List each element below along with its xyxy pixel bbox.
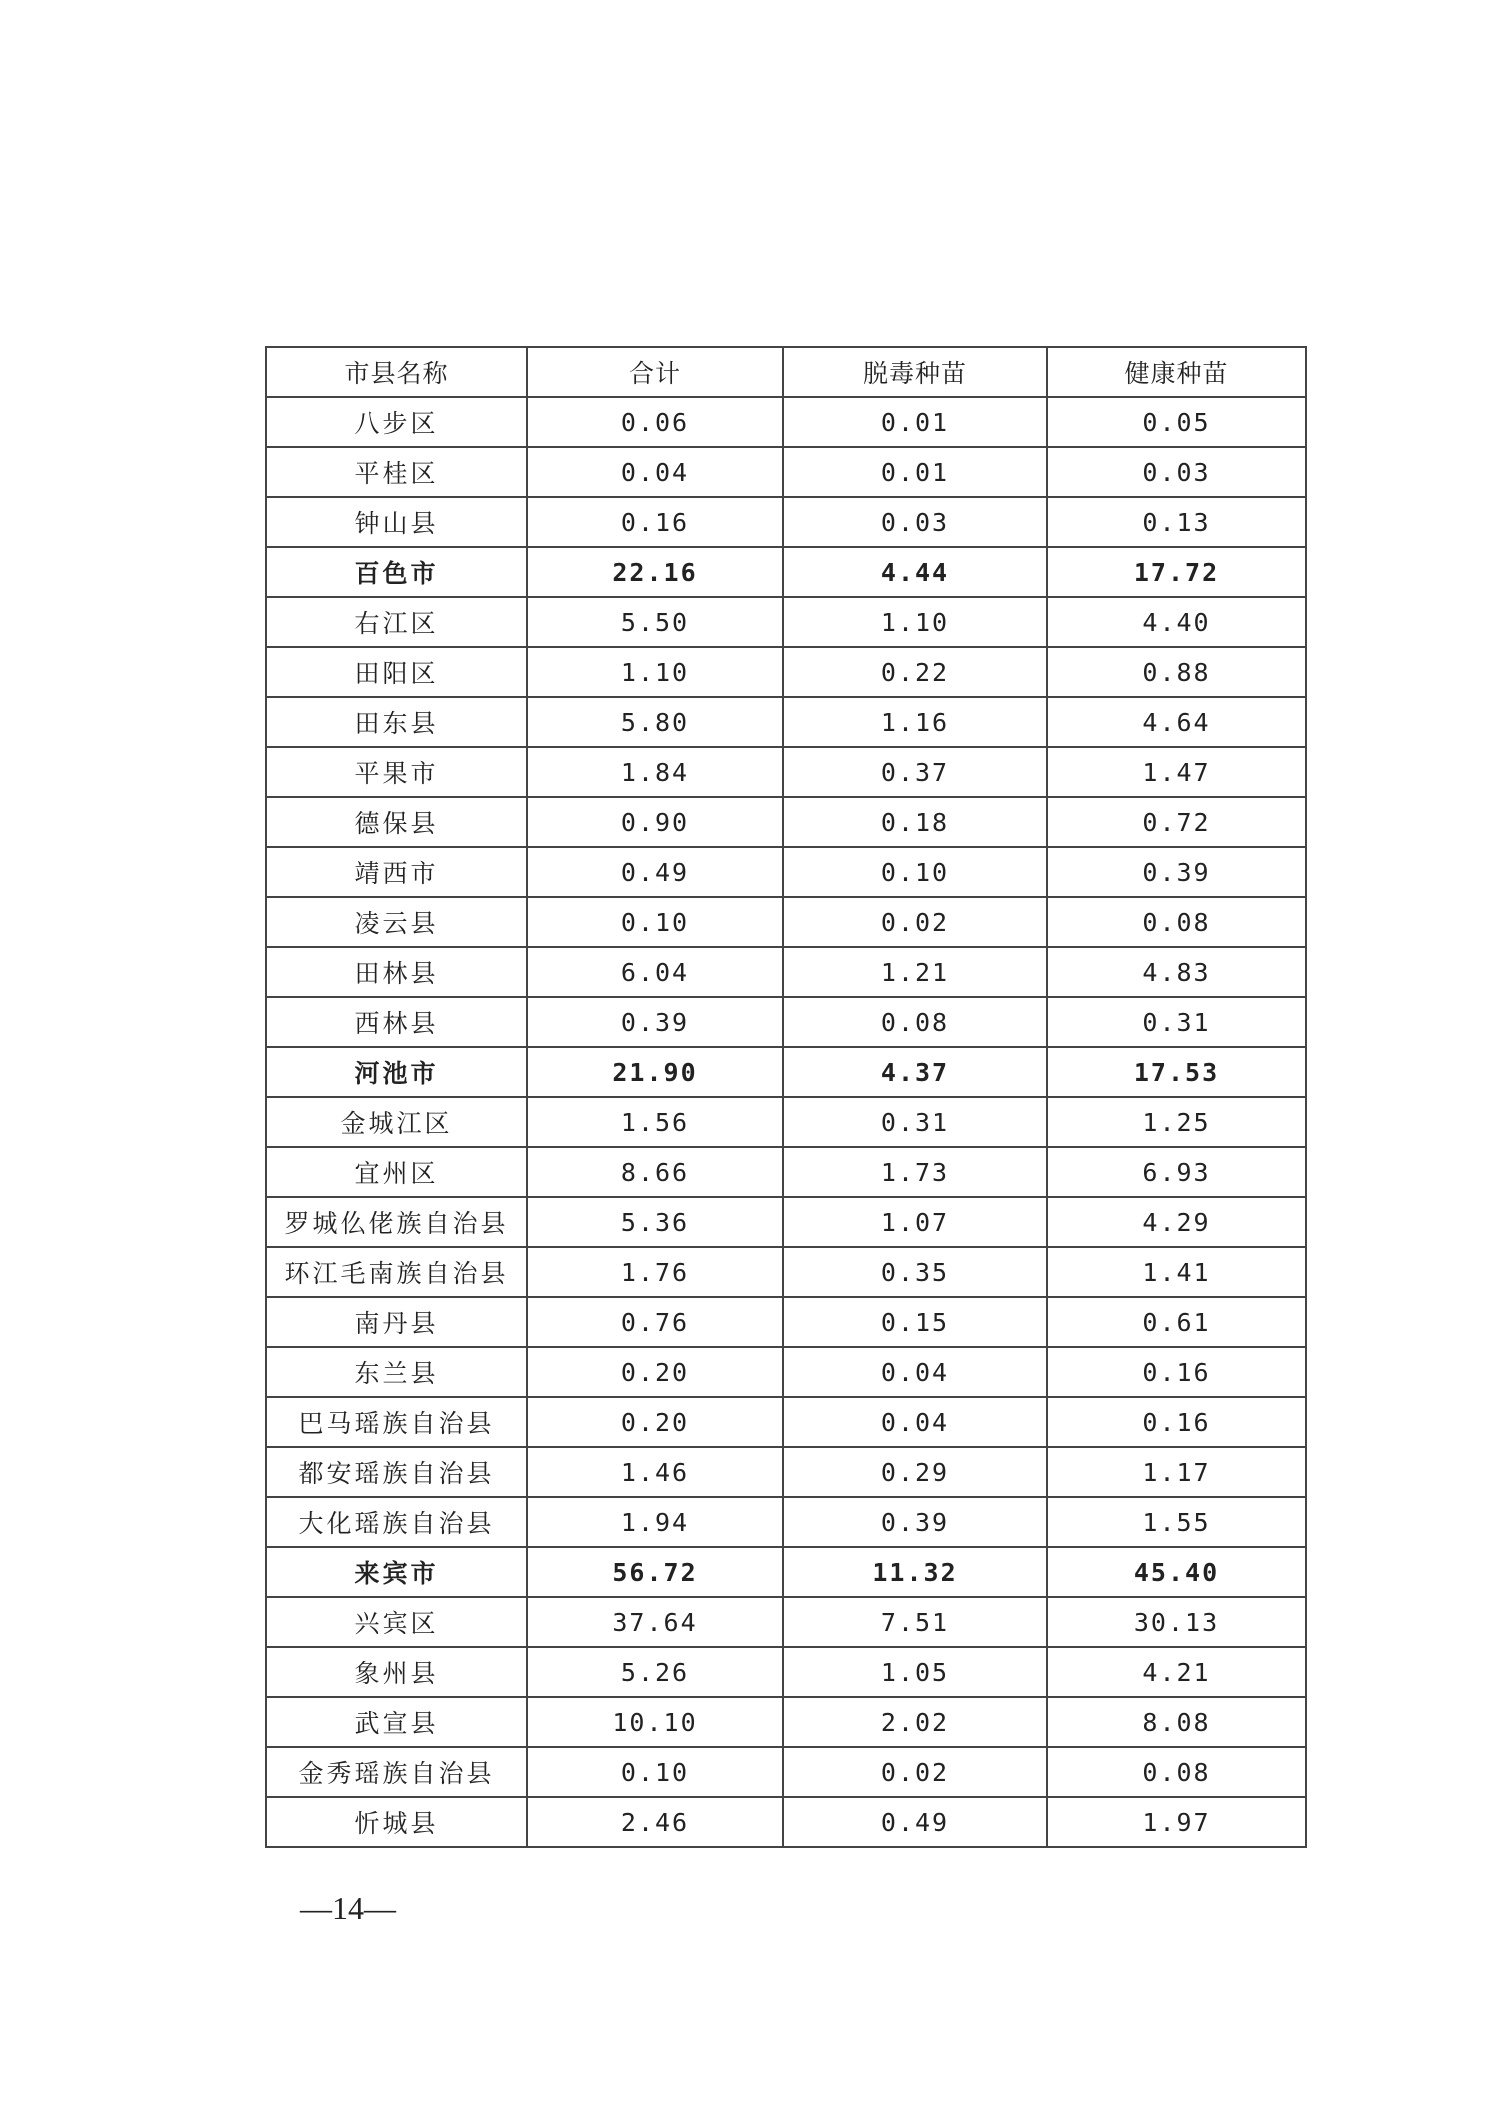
cell-region-name: 兴宾区 (266, 1597, 527, 1647)
cell-total: 5.80 (527, 697, 783, 747)
cell-healthy: 4.29 (1047, 1197, 1306, 1247)
cell-total: 1.56 (527, 1097, 783, 1147)
table-row (266, 747, 1306, 797)
cell-total: 5.50 (527, 597, 783, 647)
cell-virus-free: 1.21 (783, 947, 1047, 997)
cell-healthy: 1.97 (1047, 1797, 1306, 1847)
cell-virus-free: 0.08 (783, 997, 1047, 1047)
cell-region-name: 田东县 (266, 697, 527, 747)
cell-region-name: 河池市 (266, 1047, 527, 1097)
cell-virus-free: 1.10 (783, 597, 1047, 647)
table-row (266, 597, 1306, 647)
cell-total: 21.90 (527, 1047, 783, 1097)
cell-virus-free: 4.37 (783, 1047, 1047, 1097)
cell-healthy: 17.72 (1047, 547, 1306, 597)
cell-region-name: 百色市 (266, 547, 527, 597)
cell-virus-free: 0.02 (783, 1747, 1047, 1797)
table-header-row (266, 347, 1306, 397)
table-row (266, 1697, 1306, 1747)
cell-healthy: 1.17 (1047, 1447, 1306, 1497)
cell-total: 0.90 (527, 797, 783, 847)
cell-region-name: 平桂区 (266, 447, 527, 497)
cell-healthy: 0.16 (1047, 1347, 1306, 1397)
table-row (266, 1297, 1306, 1347)
cell-total: 2.46 (527, 1797, 783, 1847)
cell-healthy: 1.25 (1047, 1097, 1306, 1147)
cell-region-name: 靖西市 (266, 847, 527, 897)
cell-virus-free: 1.16 (783, 697, 1047, 747)
cell-total: 0.06 (527, 397, 783, 447)
cell-total: 0.39 (527, 997, 783, 1047)
table-row (266, 397, 1306, 447)
cell-total: 0.49 (527, 847, 783, 897)
cell-region-name: 巴马瑶族自治县 (266, 1397, 527, 1447)
cell-region-name: 田阳区 (266, 647, 527, 697)
cell-healthy: 17.53 (1047, 1047, 1306, 1097)
cell-virus-free: 2.02 (783, 1697, 1047, 1747)
cell-healthy: 4.40 (1047, 597, 1306, 647)
table-row (266, 1047, 1306, 1097)
cell-healthy: 0.05 (1047, 397, 1306, 447)
cell-healthy: 0.08 (1047, 897, 1306, 947)
cell-virus-free: 0.04 (783, 1347, 1047, 1397)
table-row (266, 1747, 1306, 1797)
table-row (266, 1397, 1306, 1447)
cell-healthy: 0.16 (1047, 1397, 1306, 1447)
cell-virus-free: 0.49 (783, 1797, 1047, 1847)
cell-total: 56.72 (527, 1547, 783, 1597)
cell-healthy: 0.03 (1047, 447, 1306, 497)
cell-virus-free: 1.05 (783, 1647, 1047, 1697)
cell-region-name: 环江毛南族自治县 (266, 1247, 527, 1297)
cell-healthy: 8.08 (1047, 1697, 1306, 1747)
table-row (266, 897, 1306, 947)
cell-total: 1.84 (527, 747, 783, 797)
table-row (266, 1597, 1306, 1647)
cell-healthy: 0.08 (1047, 1747, 1306, 1797)
cell-region-name: 罗城仫佬族自治县 (266, 1197, 527, 1247)
cell-healthy: 4.64 (1047, 697, 1306, 747)
table-row (266, 1347, 1306, 1397)
table-row (266, 447, 1306, 497)
cell-total: 1.94 (527, 1497, 783, 1547)
cell-region-name: 东兰县 (266, 1347, 527, 1397)
cell-region-name: 德保县 (266, 797, 527, 847)
cell-healthy: 4.83 (1047, 947, 1306, 997)
cell-region-name: 宜州区 (266, 1147, 527, 1197)
page-number: —14— (300, 1890, 396, 1926)
cell-healthy: 0.31 (1047, 997, 1306, 1047)
table-row (266, 1097, 1306, 1147)
table-body (266, 397, 1306, 1847)
table-row (266, 1797, 1306, 1847)
cell-healthy: 0.13 (1047, 497, 1306, 547)
cell-healthy: 1.41 (1047, 1247, 1306, 1297)
header-total: 合计 (527, 347, 783, 397)
cell-total: 37.64 (527, 1597, 783, 1647)
table-row (266, 1547, 1306, 1597)
cell-virus-free: 0.29 (783, 1447, 1047, 1497)
cell-virus-free: 7.51 (783, 1597, 1047, 1647)
cell-healthy: 0.61 (1047, 1297, 1306, 1347)
cell-total: 1.46 (527, 1447, 783, 1497)
cell-virus-free: 0.18 (783, 797, 1047, 847)
table-row (266, 1147, 1306, 1197)
cell-healthy: 0.39 (1047, 847, 1306, 897)
cell-region-name: 武宣县 (266, 1697, 527, 1747)
seedling-table (265, 346, 1307, 1848)
cell-healthy: 30.13 (1047, 1597, 1306, 1647)
cell-healthy: 0.72 (1047, 797, 1306, 847)
table-row (266, 1197, 1306, 1247)
table-row (266, 547, 1306, 597)
table-row (266, 947, 1306, 997)
cell-total: 0.04 (527, 447, 783, 497)
cell-total: 1.10 (527, 647, 783, 697)
header-virus-free-seedlings: 脱毒种苗 (783, 347, 1047, 397)
cell-total: 0.10 (527, 1747, 783, 1797)
cell-region-name: 大化瑶族自治县 (266, 1497, 527, 1547)
cell-total: 0.10 (527, 897, 783, 947)
table-row (266, 847, 1306, 897)
cell-total: 5.36 (527, 1197, 783, 1247)
cell-region-name: 八步区 (266, 397, 527, 447)
table-row (266, 797, 1306, 847)
cell-virus-free: 1.07 (783, 1197, 1047, 1247)
cell-region-name: 凌云县 (266, 897, 527, 947)
cell-total: 0.76 (527, 1297, 783, 1347)
cell-healthy: 4.21 (1047, 1647, 1306, 1697)
cell-virus-free: 0.37 (783, 747, 1047, 797)
cell-region-name: 右江区 (266, 597, 527, 647)
table-row (266, 1497, 1306, 1547)
cell-total: 1.76 (527, 1247, 783, 1297)
cell-total: 0.20 (527, 1347, 783, 1397)
cell-virus-free: 0.02 (783, 897, 1047, 947)
cell-virus-free: 0.03 (783, 497, 1047, 547)
cell-virus-free: 4.44 (783, 547, 1047, 597)
cell-healthy: 6.93 (1047, 1147, 1306, 1197)
cell-region-name: 南丹县 (266, 1297, 527, 1347)
cell-total: 0.20 (527, 1397, 783, 1447)
cell-total: 5.26 (527, 1647, 783, 1697)
cell-healthy: 45.40 (1047, 1547, 1306, 1597)
cell-healthy: 0.88 (1047, 647, 1306, 697)
cell-total: 8.66 (527, 1147, 783, 1197)
cell-virus-free: 0.10 (783, 847, 1047, 897)
cell-virus-free: 0.01 (783, 447, 1047, 497)
cell-total: 10.10 (527, 1697, 783, 1747)
table-row (266, 497, 1306, 547)
cell-virus-free: 0.31 (783, 1097, 1047, 1147)
cell-region-name: 钟山县 (266, 497, 527, 547)
cell-healthy: 1.47 (1047, 747, 1306, 797)
cell-region-name: 平果市 (266, 747, 527, 797)
header-region-name: 市县名称 (266, 347, 527, 397)
table-row (266, 1647, 1306, 1697)
cell-region-name: 西林县 (266, 997, 527, 1047)
cell-healthy: 1.55 (1047, 1497, 1306, 1547)
cell-region-name: 金秀瑶族自治县 (266, 1747, 527, 1797)
cell-region-name: 田林县 (266, 947, 527, 997)
cell-virus-free: 0.39 (783, 1497, 1047, 1547)
cell-total: 22.16 (527, 547, 783, 597)
table-row (266, 997, 1306, 1047)
cell-virus-free: 1.73 (783, 1147, 1047, 1197)
cell-region-name: 象州县 (266, 1647, 527, 1697)
cell-virus-free: 11.32 (783, 1547, 1047, 1597)
cell-region-name: 金城江区 (266, 1097, 527, 1147)
cell-total: 6.04 (527, 947, 783, 997)
table-row (266, 1247, 1306, 1297)
table-row (266, 647, 1306, 697)
cell-region-name: 忻城县 (266, 1797, 527, 1847)
cell-virus-free: 0.22 (783, 647, 1047, 697)
cell-region-name: 来宾市 (266, 1547, 527, 1597)
header-healthy-seedlings: 健康种苗 (1047, 347, 1306, 397)
cell-virus-free: 0.35 (783, 1247, 1047, 1297)
cell-virus-free: 0.04 (783, 1397, 1047, 1447)
table-row (266, 1447, 1306, 1497)
cell-region-name: 都安瑶族自治县 (266, 1447, 527, 1497)
cell-virus-free: 0.01 (783, 397, 1047, 447)
cell-total: 0.16 (527, 497, 783, 547)
table-row (266, 697, 1306, 747)
cell-virus-free: 0.15 (783, 1297, 1047, 1347)
